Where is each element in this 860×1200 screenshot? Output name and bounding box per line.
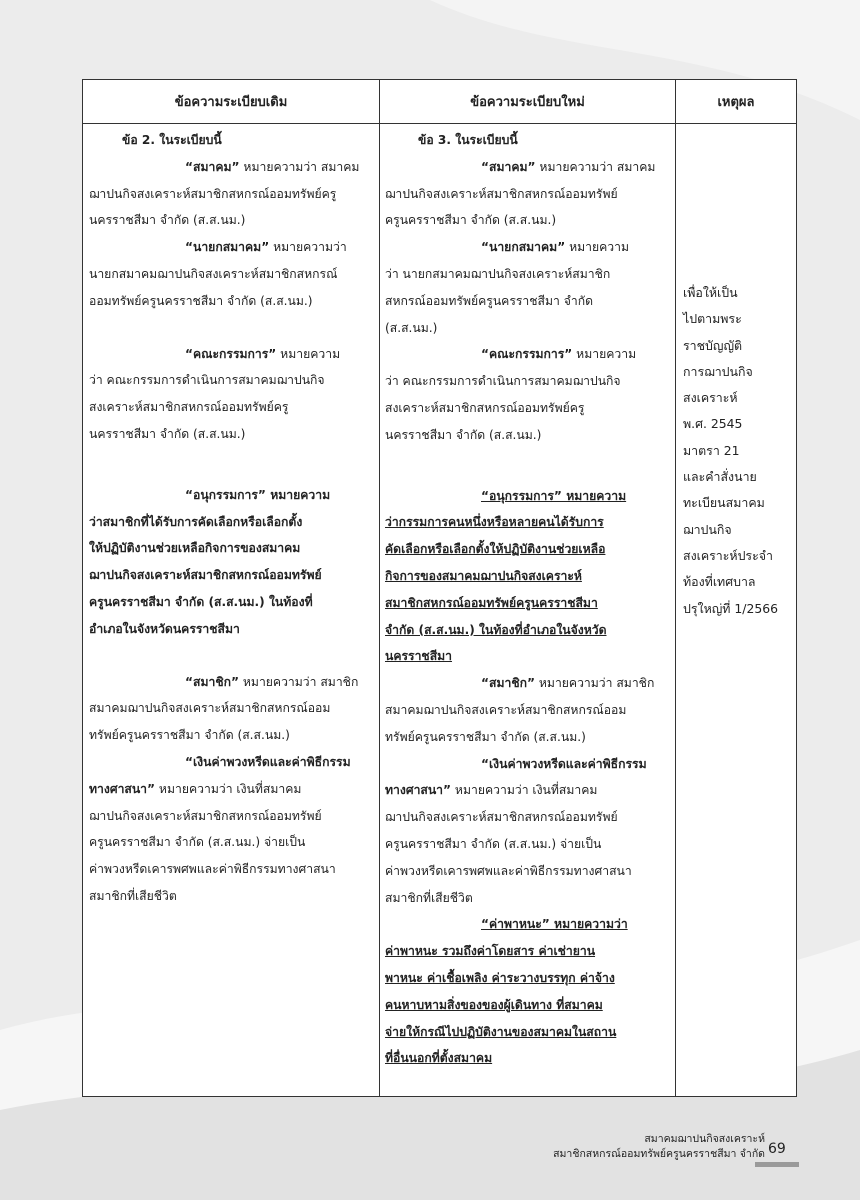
page-footer	[553, 1132, 765, 1162]
old-subcommittee-line: ครูนครราชสีมา จำกัด (ส.ส.นม.) ในท้องที่	[89, 594, 313, 609]
old-text-line: สงเคราะห์สมาชิกสหกรณ์ออมทรัพย์ครู	[89, 400, 289, 415]
new-subcommittee-line: คัดเลือกหรือเลือกตั้งให้ปฏิบัติงานช่วยเหลือ	[385, 542, 606, 557]
old-text-line: สมาชิกที่เสียชีวิต	[89, 888, 177, 903]
page-number: 69	[768, 1141, 786, 1157]
page-number-bar	[755, 1162, 799, 1167]
new-text-line: นครราชสีมา จำกัด (ส.ส.นม.)	[385, 427, 542, 442]
new-text-line: (ส.ส.นม.)	[385, 320, 438, 335]
new-text-line: สหกรณ์ออมทรัพย์ครูนครราชสีมา จำกัด	[385, 293, 593, 308]
new-president-def: หมายความ	[565, 240, 630, 255]
new-subcommittee-line: กิจการของสมาคมฌาปนกิจสงเคราะห์	[385, 568, 582, 583]
new-text-line: ทรัพย์ครูนครราชสีมา จำกัด (ส.ส.นม.)	[385, 729, 586, 744]
reason-line: เพื่อให้เป็น	[683, 285, 738, 300]
old-text-line: ครูนครราชสีมา จำกัด (ส.ส.นม.) จ่ายเป็น	[89, 835, 306, 850]
new-association-def: หมายความว่า สมาคม	[535, 159, 656, 174]
old-committee-term: “คณะกรรมการ”	[185, 346, 277, 361]
new-member-term: “สมาชิก”	[481, 676, 535, 691]
new-vehicle-line: คนหาบหามสิ่งของของผู้เดินทาง ที่สมาคม	[385, 997, 603, 1012]
new-subcommittee-line: “อนุกรรมการ” หมายความ	[481, 488, 627, 503]
new-text-line: สมาคมฌาปนกิจสงเคราะห์สมาชิกสหกรณ์ออม	[385, 702, 627, 717]
old-clause: ข้อ 2. ในระเบียบนี้	[122, 133, 222, 147]
old-text-line: นายกสมาคมฌาปนกิจสงเคราะห์สมาชิกสหกรณ์	[89, 266, 338, 281]
comparison-table	[82, 79, 797, 1097]
old-text-line: ค่าพวงหรีดเคารพศพและค่าพิธีกรรมทางศาสนา	[89, 862, 336, 877]
reason-cell	[683, 280, 793, 622]
old-wreath-term: “เงินค่าพวงหรีดและค่าพิธีกรรม	[185, 754, 351, 769]
new-text-line: ฌาปนกิจสงเคราะห์สมาชิกสหกรณ์ออมทรัพย์	[385, 810, 618, 825]
footer-org-line-2: สมาชิกสหกรณ์ออมทรัพย์ครูนครราชสีมา จำกัด	[553, 1148, 765, 1160]
old-subcommittee-line: ว่าสมาชิกที่ได้รับการคัดเลือกหรือเลือกตั้ง	[89, 514, 303, 529]
new-wreath-def: หมายความว่า เงินที่สมาคม	[451, 783, 598, 798]
footer-org-line-1: สมาคมฌาปนกิจสงเคราะห์	[644, 1133, 765, 1145]
new-text-line: ฌาปนกิจสงเคราะห์สมาชิกสหกรณ์ออมทรัพย์	[385, 186, 618, 201]
old-text-line: ทรัพย์ครูนครราชสีมา จำกัด (ส.ส.นม.)	[89, 728, 290, 743]
old-committee-def: หมายความ	[276, 346, 341, 361]
old-association-term: “สมาคม”	[185, 159, 240, 174]
new-association-term: “สมาคม”	[481, 159, 536, 174]
new-text-line: ว่า คณะกรรมการดำเนินการสมาคมฌาปนกิจ	[385, 374, 621, 389]
reason-line: ปรุใหญ่ที่ 1/2566	[683, 600, 778, 616]
old-president-def: หมายความว่า	[269, 240, 347, 255]
old-member-def: หมายความว่า สมาชิก	[239, 674, 359, 689]
header-old-regulation: ข้อความระเบียบเดิม	[174, 95, 288, 110]
new-regulation-cell	[385, 127, 669, 1072]
new-text-line: สงเคราะห์สมาชิกสหกรณ์ออมทรัพย์ครู	[385, 400, 585, 415]
reason-line: ฌาปนกิจ	[683, 521, 732, 537]
column-divider	[379, 80, 380, 1096]
new-wreath-term: “เงินค่าพวงหรีดและค่าพิธีกรรม	[481, 756, 647, 771]
new-committee-term: “คณะกรรมการ”	[481, 347, 573, 362]
reason-line: ราชบัญญัติ	[683, 337, 743, 353]
old-association-def: หมายความว่า สมาคม	[239, 159, 360, 174]
old-text-line: ฌาปนกิจสงเคราะห์สมาชิกสหกรณ์ออมทรัพย์	[89, 808, 322, 823]
new-vehicle-line: ค่าพาหนะ รวมถึงค่าโดยสาร ค่าเช่ายาน	[385, 944, 596, 959]
reason-line: และคำสั่งนาย	[683, 469, 757, 485]
new-text-line: ค่าพวงหรีดเคารพศพและค่าพิธีกรรมทางศาสนา	[385, 863, 632, 878]
new-president-term: “นายกสมาคม”	[481, 240, 566, 255]
new-clause: ข้อ 3. ในระเบียบนี้	[418, 133, 518, 147]
new-text-line: สมาชิกที่เสียชีวิต	[385, 890, 473, 905]
old-text-line: สมาคมฌาปนกิจสงเคราะห์สมาชิกสหกรณ์ออม	[89, 701, 331, 716]
new-text-line: ครูนครราชสีมา จำกัด (ส.ส.นม.) จ่ายเป็น	[385, 836, 602, 851]
old-subcommittee-line: “อนุกรรมการ” หมายความ	[185, 487, 331, 502]
old-text-line: ฌาปนกิจสงเคราะห์สมาชิกสหกรณ์ออมทรัพย์ครู	[89, 186, 337, 201]
new-wreath-term: ทางศาสนา”	[385, 783, 452, 798]
old-wreath-def: หมายความว่า เงินที่สมาคม	[155, 781, 302, 796]
old-subcommittee-line: ให้ปฏิบัติงานช่วยเหลือกิจการของสมาคม	[89, 541, 301, 556]
old-text-line: ว่า คณะกรรมการดำเนินการสมาคมฌาปนกิจ	[89, 373, 325, 388]
reason-line: พ.ศ. 2545	[683, 416, 743, 432]
header-new-regulation: ข้อความระเบียบใหม่	[470, 95, 585, 110]
new-text-line: ครูนครราชสีมา จำกัด (ส.ส.นม.)	[385, 213, 557, 228]
reason-line: มาตรา 21	[683, 442, 740, 458]
new-subcommittee-line: จำกัด (ส.ส.นม.) ในท้องที่อำเภอในจังหวัด	[385, 622, 607, 637]
new-member-def: หมายความว่า สมาชิก	[535, 676, 655, 691]
old-subcommittee-line: ฌาปนกิจสงเคราะห์สมาชิกสหกรณ์ออมทรัพย์	[89, 568, 322, 583]
new-subcommittee-line: สมาชิกสหกรณ์ออมทรัพย์ครูนครราชสีมา	[385, 595, 598, 610]
new-vehicle-line: จ่ายให้กรณีไปปฏิบัติงานของสมาคมในสถาน	[385, 1024, 617, 1039]
header-reason: เหตุผล	[717, 95, 755, 110]
old-subcommittee-line: อำเภอในจังหวัดนครราชสีมา	[89, 621, 240, 636]
reason-line: สงเคราะห์	[683, 390, 738, 406]
column-divider	[675, 80, 676, 1096]
old-text-line: นครราชสีมา จำกัด (ส.ส.นม.)	[89, 426, 246, 441]
old-member-term: “สมาชิก”	[185, 674, 239, 689]
new-vehicle-line: “ค่าพาหนะ” หมายความว่า	[481, 917, 628, 932]
old-text-line: นครราชสีมา จำกัด (ส.ส.นม.)	[89, 213, 246, 228]
new-committee-def: หมายความ	[572, 347, 637, 362]
old-president-term: “นายกสมาคม”	[185, 240, 270, 255]
reason-line: ไปตามพระ	[683, 311, 742, 327]
new-subcommittee-line: นครราชสีมา	[385, 649, 453, 664]
header-divider	[83, 123, 796, 124]
reason-line: การฌาปนกิจ	[683, 363, 753, 379]
new-vehicle-line: พาหนะ ค่าเชื้อเพลิง ค่าระวางบรรทุก ค่าจ้าง	[385, 970, 615, 985]
old-wreath-term: ทางศาสนา”	[89, 781, 156, 796]
reason-line: ท้องที่เทศบาล	[683, 574, 756, 590]
new-text-line: ว่า นายกสมาคมฌาปนกิจสงเคราะห์สมาชิก	[385, 266, 611, 281]
old-regulation-cell	[89, 127, 373, 910]
reason-line: ทะเบียนสมาคม	[683, 495, 765, 511]
new-vehicle-line: ที่อื่นนอกที่ตั้งสมาคม	[385, 1051, 493, 1066]
reason-line: สงเคราะห์ประจำ	[683, 547, 773, 563]
new-subcommittee-line: ว่ากรรมการคนหนึ่งหรือหลายคนได้รับการ	[385, 515, 604, 530]
old-text-line: ออมทรัพย์ครูนครราชสีมา จำกัด (ส.ส.นม.)	[89, 293, 313, 308]
